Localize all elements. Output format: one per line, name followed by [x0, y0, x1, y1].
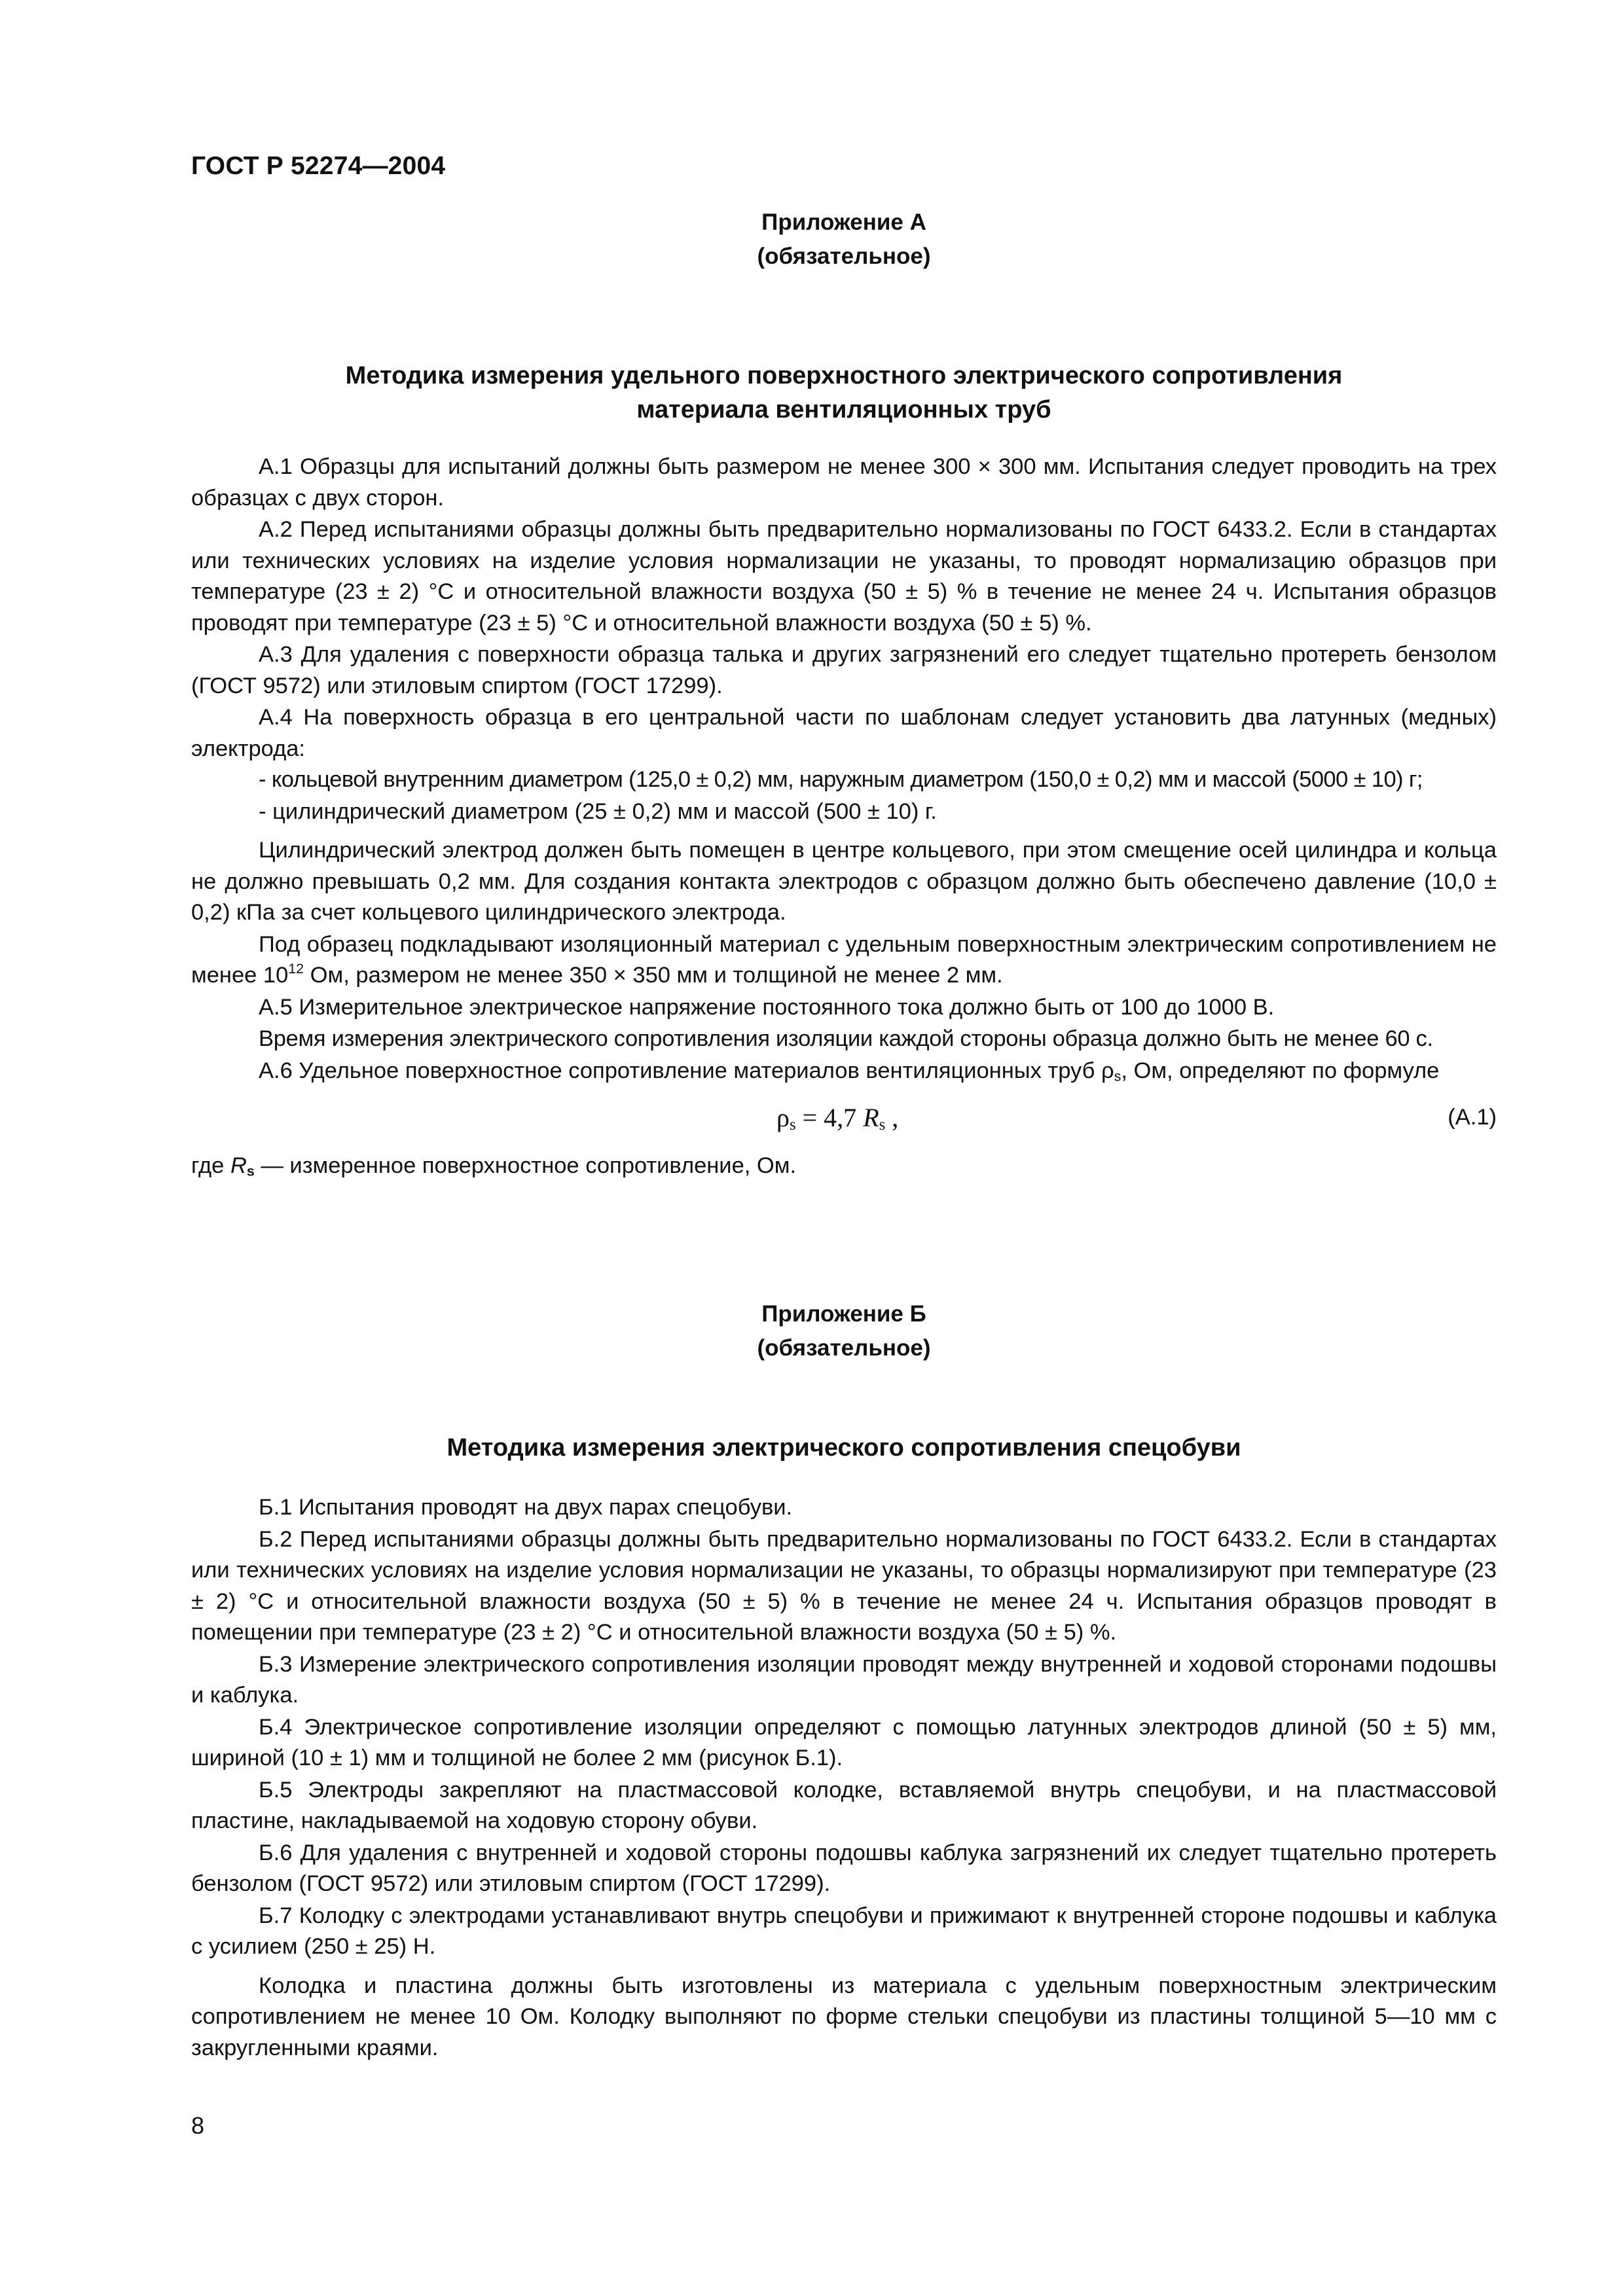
- paragraph-b6: Б.6 Для удаления с внутренней и ходовой стороны подошвы каблука загрязнений их следует тщательно протереть бензолом (ГОСТ 9572) или этиловым спиртом (ГОСТ 17299).: [191, 1840, 1497, 1896]
- formula-a1: [191, 1102, 1497, 1141]
- legend-rs: где $R_s$ — измеренное поверхностное сопротивление, Ом.: [191, 1153, 797, 1179]
- formula-legend: [191, 1151, 1497, 1182]
- appendix-a-body: [191, 452, 1497, 1086]
- paragraph-b4: Б.4 Электрическое сопротивление изоляции определяют с помощью латунных электродов длиной (50 ± 5) мм, шириной (10 ± 1) мм и толщиной не более 2 мм (рисунок Б.1).: [191, 1714, 1497, 1770]
- appendix-b-status: (обязательное): [757, 1335, 931, 1361]
- appendix-a-title-line2: материала вентиляционных труб: [636, 396, 1051, 423]
- paragraph-b1: Б.1 Испытания проводят на двух парах спецобуви.: [259, 1495, 793, 1520]
- appendix-b-title: Методика измерения электрического сопротивления спецобуви: [447, 1434, 1241, 1462]
- formula-expression: $\rho_s = 4,7$ $R_s$ ,: [776, 1103, 899, 1134]
- paragraph-a4-insulation: Под образец подкладывают изоляционный материал с удельным поверхностным электрическим сопротивлением не менее $10^{12}$ Ом, размером не менее 350 × 350 мм и толщиной не менее 2 мм.: [191, 931, 1497, 988]
- paragraph-a3: А.3 Для удаления с поверхности образца талька и других загрязнений его следует тщательно протереть бензолом (ГОСТ 9572) или этиловым спиртом (ГОСТ 17299).: [191, 642, 1497, 698]
- list-item-cylinder-electrode: - цилиндрический диаметром (25 ± 0,2) мм и массой (500 ± 10) г.: [259, 798, 937, 824]
- formula-number: (А.1): [1448, 1105, 1497, 1130]
- appendix-b-label: Приложение Б: [761, 1301, 926, 1327]
- paragraph-a2: А.2 Перед испытаниями образцы должны быть предварительно нормализованы по ГОСТ 6433.2. Если в стандартах или технических условиях на изделие условия нормализации не указаны, то проводят нормализацию образцов при температуре (23 ± 2) °С и относительной влажности воздуха (50 ± 5) % в течение не менее 24 ч. Испытания образцов проводят при температуре (23 ± 5) °С и относительной влажности воздуха (50 ± 5) %.: [191, 517, 1497, 636]
- appendix-a-status: (обязательное): [757, 243, 931, 269]
- paragraph-a5: А.5 Измерительное электрическое напряжение постоянного тока должно быть от 100 до 1000 В.: [259, 994, 1275, 1020]
- appendix-a-title-line1: Методика измерения удельного поверхностного электрического сопротивления: [345, 362, 1343, 389]
- paragraph-b5: Б.5 Электроды закрепляют на пластмассовой колодке, вставляемой внутрь спецобуви, и на пластмассовой пластине, накладываемой на ходовую сторону обуви.: [191, 1777, 1497, 1833]
- paragraph-a4: А.4 На поверхность образца в его центральной части по шаблонам следует установить два латунных (медных) электрода:: [191, 705, 1497, 761]
- page-number: 8: [191, 2112, 205, 2139]
- paragraph-a4-electrode-placement: Цилиндрический электрод должен быть помещен в центре кольцевого, при этом смещение осей цилиндра и кольца не должно превышать 0,2 мм. Для создания контакта электродов с образцом должно быть обеспечено давление (10,0 ± 0,2) кПа за счет кольцевого цилиндрического электрода.: [191, 838, 1497, 925]
- appendix-a-heading: [191, 206, 1497, 274]
- appendix-a-label: Приложение А: [761, 209, 926, 235]
- paragraph-a6: А.6 Удельное поверхностное сопротивление материалов вентиляционных труб $\rho_s$, Ом, определяют по формуле: [259, 1058, 1440, 1084]
- paragraph-a1: А.1 Образцы для испытаний должны быть размером не менее 300 × 300 мм. Испытания следует проводить на трех образцах с двух сторон.: [191, 454, 1497, 511]
- list-item-ring-electrode: - кольцевой внутренним диаметром (125,0 ± 0,2) мм, наружным диаметром (150,0 ± 0,2) мм и массой (5000 ± 10) г;: [259, 767, 1423, 792]
- paragraph-a5-time: Время измерения электрического сопротивления изоляции каждой стороны образца должно быть не менее 60 с.: [259, 1026, 1433, 1051]
- paragraph-b7-last-material: Колодка и пластина должны быть изготовлены из материала с удельным поверхностным электрическим сопротивлением не менее 10 Ом. Колодку выполняют по форме стельки спецобуви из пластины толщиной 5—10 мм с закругленными краями.: [191, 1973, 1497, 2060]
- document-header: ГОСТ Р 52274—2004: [191, 152, 446, 180]
- paragraph-b2: Б.2 Перед испытаниями образцы должны быть предварительно нормализованы по ГОСТ 6433.2. Если в стандартах или технических условиях на изделие условия нормализации не указаны, то образцы нормализируют при температуре (23 ± 2) °С и относительной влажности воздуха (50 ± 5) % в течение не менее 24 ч. Испытания образцов проводят в помещении при температуре (23 ± 2) °С и относительной влажности воздуха (50 ± 5) %.: [191, 1526, 1497, 1645]
- paragraph-b3: Б.3 Измерение электрического сопротивления изоляции проводят между внутренней и ходовой сторонами подошвы и каблука.: [191, 1651, 1497, 1708]
- appendix-b-heading: [191, 1297, 1497, 1365]
- appendix-a-title: [230, 359, 1457, 427]
- appendix-b-body: [191, 1492, 1497, 2064]
- paragraph-b7: Б.7 Колодку с электродами устанавливают внутрь спецобуви и прижимают к внутренней стороне подошвы и каблука с усилием (250 ± 25) Н.: [191, 1903, 1497, 1959]
- exponent: 12: [288, 961, 304, 977]
